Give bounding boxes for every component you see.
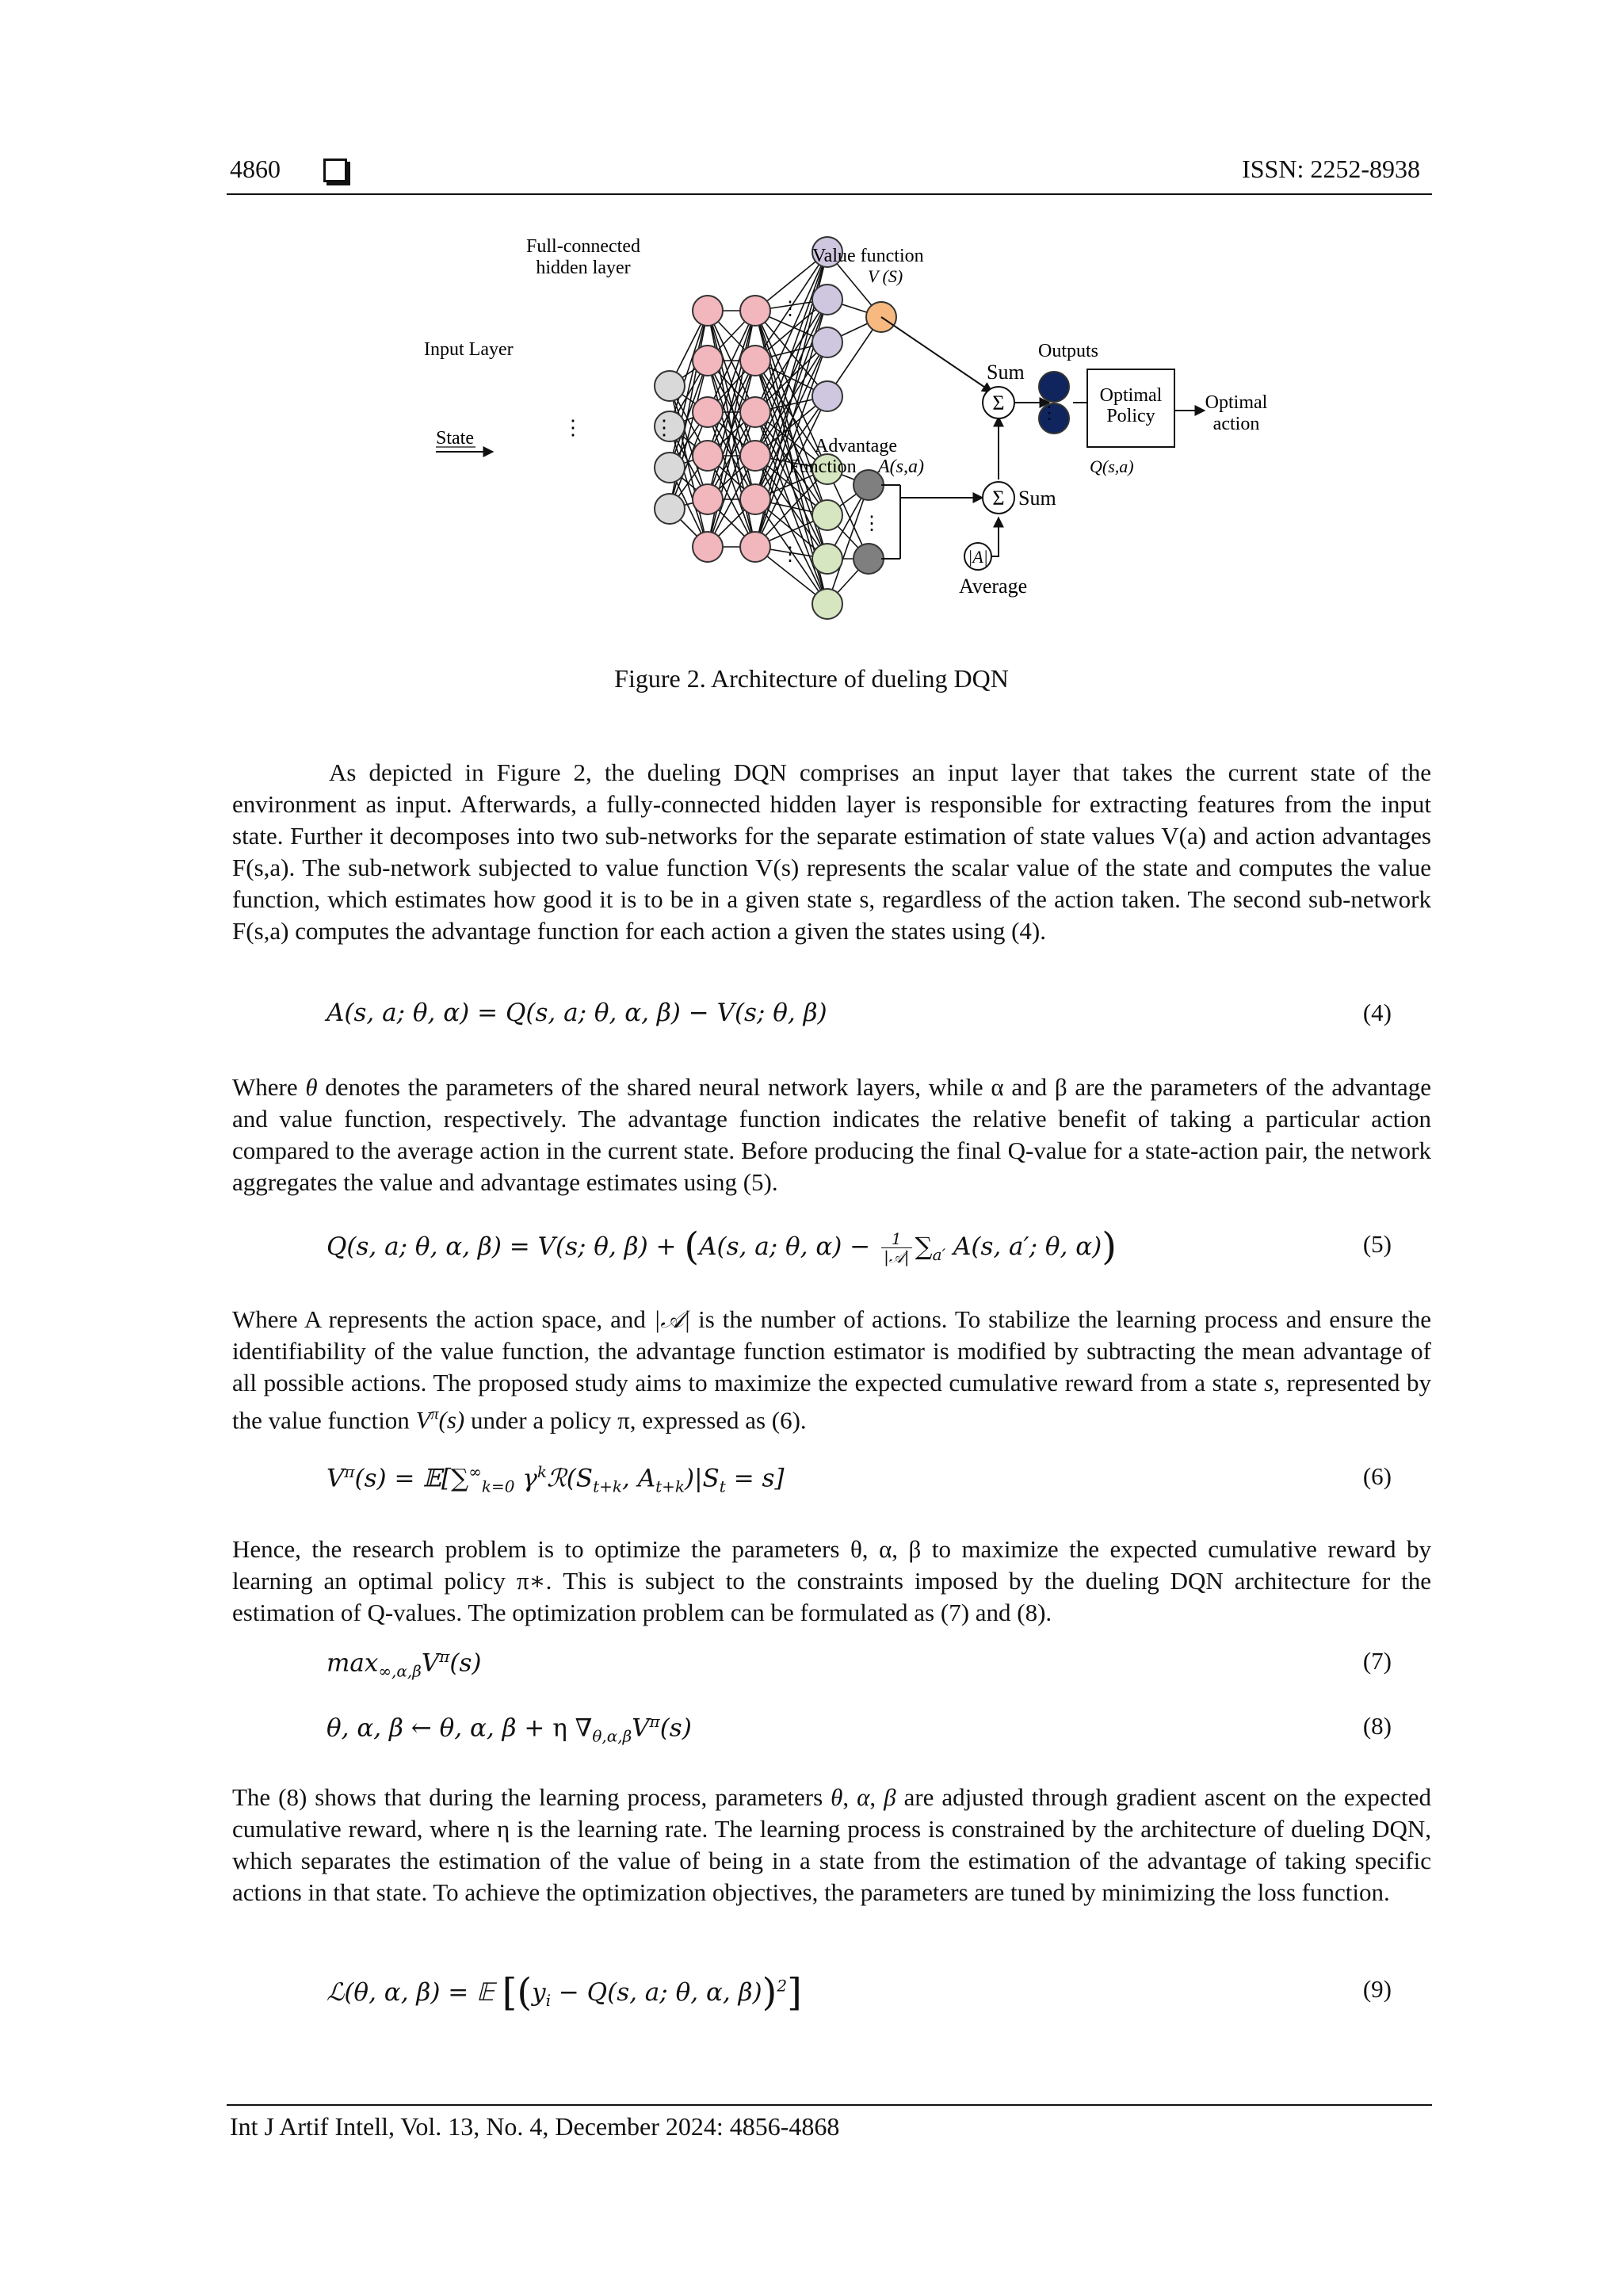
square-icon [323, 159, 347, 182]
svg-text:|A|: |A| [968, 547, 988, 567]
hidden-node [740, 397, 770, 427]
sum-bottom-label: Sum [1018, 487, 1056, 510]
advantage-branch-node [812, 500, 842, 530]
hidden-node [693, 397, 723, 427]
paragraph-3: Where A represents the action space, and |𝒜| is the number of actions. To stabilize the learning process and ensure the identifiability of the value function, the advantage function estimator is modified by subtracting the mean advantage of all possible actions. The proposed study aims to maximize the expected cumulative reward from a state s, represented by the value function $V^\pi(s)$ under a policy π, expressed as (6). [232, 1305, 1432, 1435]
input-node [655, 371, 685, 401]
svg-text:Function: Function [789, 457, 857, 477]
figure-caption: Figure 2. Architecture of dueling DQN [614, 664, 1009, 693]
svg-text:action: action [1212, 414, 1260, 434]
svg-text:hidden layer: hidden layer [536, 258, 631, 278]
q-label: Q(s,a) [1090, 457, 1134, 476]
page-number: 4860 [230, 155, 281, 183]
equation-8-number: (8) [1362, 1712, 1392, 1740]
header-rule [227, 193, 1432, 195]
hidden-node [693, 484, 723, 514]
hidden-node [740, 296, 770, 326]
hidden-node [740, 441, 770, 471]
equation-4-number: (4) [1362, 999, 1392, 1026]
footer-rule [227, 2104, 1432, 2106]
value-branch-node [812, 381, 842, 411]
equation-9: ℒ(θ, α, β) = 𝔼 [($y_i - Q(s$, a; θ, α, β))$^2$] [327, 1970, 802, 2015]
equation-6-number: (6) [1362, 1462, 1392, 1490]
paragraph-4: Hence, the research problem is to optimize the parameters θ, α, β to maximize the expected cumulative reward by learning an optimal policy π∗. This is subject to the constraints imposed by the dueling DQN architecture for the estimation of Q-values. The optimization problem can be formulated as (7) and (8). [232, 1535, 1431, 1626]
advantage-branch-node [812, 544, 842, 574]
equation-6: $V^\pi(s)$ = $𝔼[\sum^\infty_{k=0}$ $\gamma^kℛ(S_{t+k}$, $A_{t+k})|S_t = s$] [327, 1462, 785, 1496]
paragraph-2: Where θ denotes the parameters of the shared neural network layers, while α and β are the parameters of the advantage and value function, respectively. The advantage function indicates the relative benefit of taking a particular action compared to the average action in the current state. Before producing the final Q-value for a state-action pair, the network aggregates the value and advantage estimates using (5). [232, 1073, 1431, 1196]
output-node [1039, 372, 1069, 402]
advantage-branch-node [812, 589, 842, 619]
equation-8: θ, α, β ← θ, α, β + η $\nabla_{\theta,\alpha,\beta}V^\pi(s)$ [327, 1712, 692, 1746]
sum-top-label: Sum [987, 361, 1025, 384]
equation-7-number: (7) [1362, 1647, 1392, 1675]
equation-5: Q(s, a; θ, α, β) = V(s; θ, β) + (A(s, a; θ, α) − $\frac{1}{\text{|𝒜|}}$ $\sum_{a'}$ A(s, a′; θ, α)) [327, 1224, 1117, 1269]
hidden-node [693, 532, 723, 562]
paragraph-5: The (8) shows that during the learning process, parameters θ, α, β are adjusted through gradient ascent on the expected cumulative reward, where η is the learning rate. The learning process is constrained by the architecture of dueling DQN, which separates the estimation of the value of being in a state from the estimation of the advantage of taking specific actions in that state. To achieve the optimization objectives, the parameters are tuned by minimizing the loss function. [232, 1783, 1432, 1906]
issn: ISSN: 2252-8938 [1242, 155, 1420, 183]
svg-text:⋮: ⋮ [781, 299, 800, 319]
equation-4: A(s, a; θ, α) = Q(s, a; θ, α, β) − V(s; θ, β) [327, 999, 827, 1027]
hidden-vdots: ⋮ [563, 416, 583, 439]
dueling-dqn-diagram [412, 214, 1268, 618]
hidden-node [693, 296, 723, 326]
average-label: Average [959, 575, 1028, 598]
svg-text:V (S): V (S) [868, 266, 903, 286]
svg-text:⋮: ⋮ [1041, 403, 1058, 422]
state-label: State [436, 428, 474, 449]
input-node [655, 494, 685, 524]
svg-text:A(s,a): A(s,a) [878, 457, 924, 477]
value-branch-node [812, 327, 842, 357]
average-arrow [991, 518, 999, 556]
value-function-label: Value function [812, 246, 924, 266]
value-to-sum-arrow [881, 317, 992, 392]
hidden-node [740, 532, 770, 562]
equation-5-number: (5) [1362, 1230, 1392, 1258]
footer-citation: Int J Artif Intell, Vol. 13, No. 4, December 2024: 4856-4868 [230, 2112, 840, 2141]
hidden-node [740, 484, 770, 514]
equation-7: $\max_{\infty,\alpha,\beta}V^\pi(s)$ [327, 1647, 482, 1681]
optimal-action-label: Optimal [1205, 392, 1268, 413]
svg-text:Σ: Σ [992, 487, 1005, 510]
input-layer-label: Input Layer [424, 339, 514, 360]
hidden-node [693, 441, 723, 471]
input-node [655, 453, 685, 483]
value-branch-node [812, 285, 842, 315]
hidden-node [740, 346, 770, 376]
svg-text:⋮: ⋮ [862, 514, 881, 534]
equation-9-number: (9) [1362, 1975, 1392, 2003]
advantage-label: Advantage [815, 436, 897, 457]
outputs-label: Outputs [1038, 341, 1099, 361]
paragraph-1: As depicted in Figure 2, the dueling DQN comprises an input layer that takes the current state of the environment as input. Afterwards, a fully-connected hidden layer is responsible for extracting features from the input state. Further it decomposes into two sub-networks for the separate estimation of state values V(a) and action advantages F(s,a). The sub-network subjected to value function V(s) represents the scalar value of the state and computes the value function, which estimates how good it is to be in a given state s, regardless of the action taken. The second sub-network F(s,a) computes the advantage function for each action a given the states using (4). [232, 758, 1431, 945]
advantage-node [854, 544, 884, 574]
svg-text:Policy: Policy [1106, 406, 1155, 426]
hidden-node [693, 346, 723, 376]
svg-text:⋮: ⋮ [654, 416, 674, 439]
svg-text:Optimal: Optimal [1099, 385, 1163, 406]
svg-text:Σ: Σ [992, 392, 1005, 415]
svg-text:⋮: ⋮ [781, 544, 800, 565]
hidden-layer-label: Full-connected [526, 236, 640, 257]
